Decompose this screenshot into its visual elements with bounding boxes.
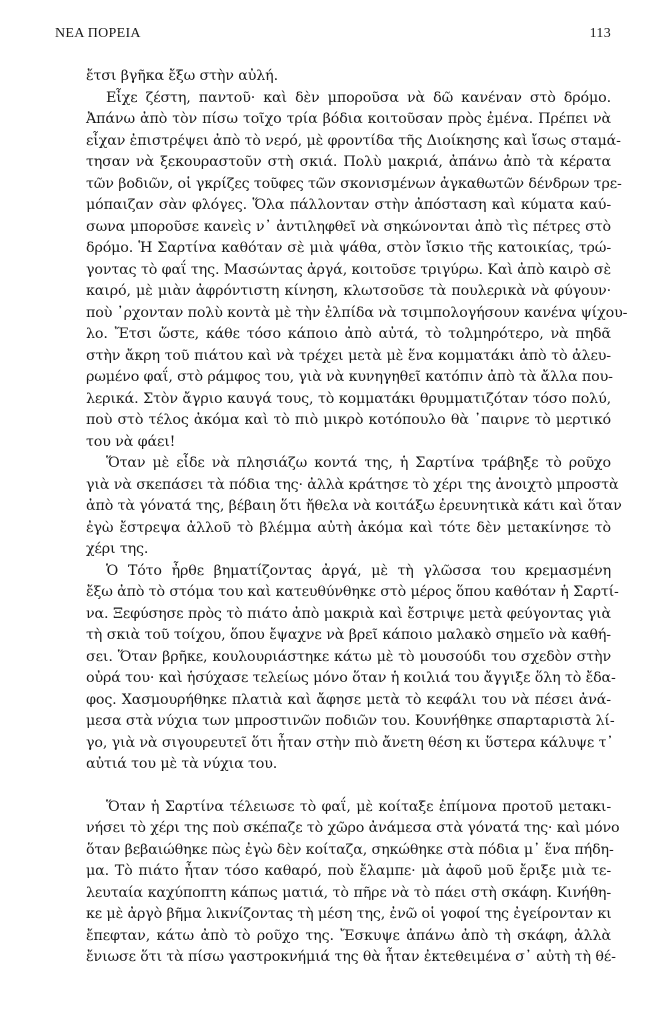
text-line: χέρι της. <box>86 541 149 557</box>
text-line: τησαν νὰ ξεκουραστοῦν στὴ σκιά. Πολὺ μακριά, ἀπάνω ἀπὸ τὰ κέρατα <box>86 154 611 170</box>
text-line: ποὺ ᾽ρχονταν πολὺ κοντὰ μὲ τὴν ἐλπίδα νὰ τσιμπολογήσουν κανένα ψίχου- <box>86 304 628 321</box>
text-line: νήσει τὸ χέρι της ποὺ σκέπαζε τὸ χῶρο ἀνάμεσα στὰ γόνατά της· καὶ μόνο <box>86 820 620 836</box>
text-line: ποὺ στὸ τέλος ἀκόμα καὶ τὸ πιὸ μικρὸ κοτόπουλο θὰ ᾽παιρνε τὸ μερτικό <box>86 412 611 428</box>
text-line: ἔτσι βγῆκα ἔξω στὴν αὐλή. <box>86 68 278 84</box>
text-line: ἔπεφταν, κάτω ἀπὸ τὸ ροῦχο της. Ἔσκυψε ἀπάνω ἀπὸ τὴ σκάφη, ἀλλὰ <box>86 927 611 944</box>
text-line: λερικά. Στὸν ἄγριο καυγά τους, τὸ κομματάκι θρυμματιζόταν τόσο πολύ, <box>86 390 611 407</box>
section-break <box>86 776 611 797</box>
text-line: ἐγὼ ἔστρεψα ἀλλοῦ τὸ βλέμμα αὐτὴ ἀκόμα καὶ τότε δὲν μετακίνησε τὸ <box>86 519 611 536</box>
running-title: ΝΕΑ ΠΟΡΕΙΑ <box>55 26 141 41</box>
running-head <box>55 26 611 46</box>
text-line: εἶχαν ἐπιστρέψει ἀπὸ τὸ νερό, μὲ φροντίδα τῆς Διοίκησης καὶ ἴσως σταμά- <box>86 132 621 149</box>
text-line: να. Ξεφύσησε πρὸς τὸ πιάτο ἀπὸ μακριὰ καὶ ἔστριψε μετὰ φεύγοντας γιὰ <box>86 605 611 622</box>
text-line: ἔξω ἀπὸ τὸ στόμα του καὶ κατευθύνθηκε στὸ μέρος ὅπου καθόταν ἡ Σαρτί- <box>86 584 619 600</box>
text-line: Ὁ Τότο ἦρθε βηματίζοντας ἀργά, μὲ τὴ γλῶσσα του κρεμασμένη <box>106 562 611 579</box>
text-line: του νὰ φάει! <box>86 433 176 450</box>
text-line: γιὰ νὰ σκεπάσει τὰ πόδια της· ἀλλὰ κράτησε τὸ χέρι της ἀνοιχτὸ μπροστὰ <box>86 476 619 493</box>
text-line: στὴν ἄκρη τοῦ πιάτου καὶ νὰ τρέχει μετὰ μὲ ἕνα κομματάκι ἀπὸ τὸ ἀλευ- <box>86 347 611 364</box>
text-line: ἔνιωσε ὅτι τὰ πίσω γαστροκνήμιά της θὰ ἦταν ἐκτεθειμένα σ᾽ αὐτὴ τὴ θέ- <box>86 949 616 965</box>
text-line: τῶν βοδιῶν, οἱ γκρίζες τοῦφες τῶν σκονισμένων ἀγκαθωτῶν δένδρων τρε- <box>86 175 622 192</box>
text-line: ρωμένο φαΐ, στὸ ράμφος του, γιὰ νὰ κυνηγηθεῖ κατόπιν ἀπὸ τὰ ἄλλα που- <box>86 369 613 385</box>
text-line: Ἀπάνω ἀπὸ τὸν πίσω τοῖχο τρία βόδια κοιτοῦσαν πρὸς ἐμένα. Πρέπει νὰ <box>86 111 611 127</box>
text-line: Εἶχε ζέστη, παντοῦ· καὶ δὲν μποροῦσα νὰ δῶ κανέναν στὸ δρόμο. <box>106 89 611 106</box>
text-line: γο, γιὰ νὰ σιγουρευτεῖ ὅτι ἦταν στὴν πιὸ ἄνετη θέση κι ὕστερα κάλυψε τ᾽ <box>86 734 614 751</box>
text-line: οὐρά του· καὶ ἡσύχασε τελείως μόνο ὅταν ἡ κοιλιά του ἄγγιξε ὅλη τὸ ἔδα- <box>86 670 616 686</box>
text-line: φος. Χασμουρήθηκε πλατιὰ καὶ ἄφησε μετὰ τὸ κεφάλι του νὰ πέσει ἀνά- <box>86 691 611 708</box>
text-line: καιρό, μὲ μιὰν ἀφρόντιστη κίνηση, κλωτσοῦσε τὰ πουλερικὰ νὰ φύγουν· <box>86 283 611 299</box>
text-line: λο. Ἔτσι ὥστε, κάθε τόσο κάποιο ἀπὸ αὐτά, τὸ τολμηρότερο, νὰ πηδᾶ <box>86 326 611 342</box>
text-line: μα. Τὸ πιάτο ἦταν τόσο καθαρό, ποὺ ἔλαμπε· μὰ ἀφοῦ μοῦ ἔριξε μιὰ τε- <box>86 863 611 879</box>
text-line: ὅταν βεβαιώθηκε πὼς ἐγὼ δὲν κοίταζα, σηκώθηκε στὰ πόδια μ᾽ ἕνα πήδη- <box>86 841 614 858</box>
body-text <box>86 66 628 969</box>
text-line: Ὅταν μὲ εἶδε νὰ πλησιάζω κοντά της, ἡ Σαρτίνα τράβηξε τὸ ροῦχο <box>106 455 611 471</box>
page-number: 113 <box>589 26 611 41</box>
text-line: λευταία καχύποπτη κάπως ματιά, τὸ πῆρε νὰ τὸ πάει στὴ σκάφη. Κινήθη- <box>86 884 611 901</box>
text-line: μεσα στὰ νύχια των μπροστινῶν ποδιῶν του. Κουνήθηκε σπαρταριστὰ λί- <box>86 713 615 729</box>
text-line: σωνα μποροῦσε κανεὶς ν᾽ ἀντιληφθεῖ νὰ σηκώνονται ἀπὸ τὶς πέτρες στὸ <box>86 218 611 235</box>
text-line: δρόμο. Ἡ Σαρτίνα καθόταν σὲ μιὰ ψάθα, στὸν ἴσκιο τῆς κατοικίας, τρώ- <box>86 240 611 256</box>
text-line: τὴ σκιὰ τοῦ τοίχου, ὅπου ἔψαχνε νὰ βρεῖ κάποιο μαλακὸ σημεῖο νὰ καθή- <box>86 627 611 643</box>
text-line: μόπαιζαν σὰν φλόγες. Ὅλα πάλλονταν στὴν ἀπόσταση καὶ κύματα καύ- <box>86 197 611 213</box>
text-line: γοντας τὸ φαΐ της. Μασώντας ἀργά, κοιτοῦσε τριγύρω. Καὶ ἀπὸ καιρὸ σὲ <box>86 261 611 278</box>
text-line: ἀπὸ τὰ γόνατά της, βέβαιη ὅτι ἤθελα νὰ κοιτάξω ἐρευνητικὰ κάτι καὶ ὅταν <box>86 498 622 514</box>
text-line: κε μὲ ἀργὸ βῆμα λικνίζοντας τὴ μέση της, ἐνῶ οἱ γοφοί της ἐγείρονταν κι <box>86 906 612 922</box>
text-line: αὐτιά του μὲ τὰ νύχια του. <box>86 756 278 772</box>
text-line: Ὅταν ἡ Σαρτίνα τέλειωσε τὸ φαΐ, μὲ κοίταξε ἐπίμονα προτοῦ μετακι- <box>106 798 611 815</box>
text-line: σει. Ὅταν βρῆκε, κουλουριάστηκε κάτω μὲ τὸ μουσούδι του σχεδὸν στὴν <box>86 648 611 665</box>
